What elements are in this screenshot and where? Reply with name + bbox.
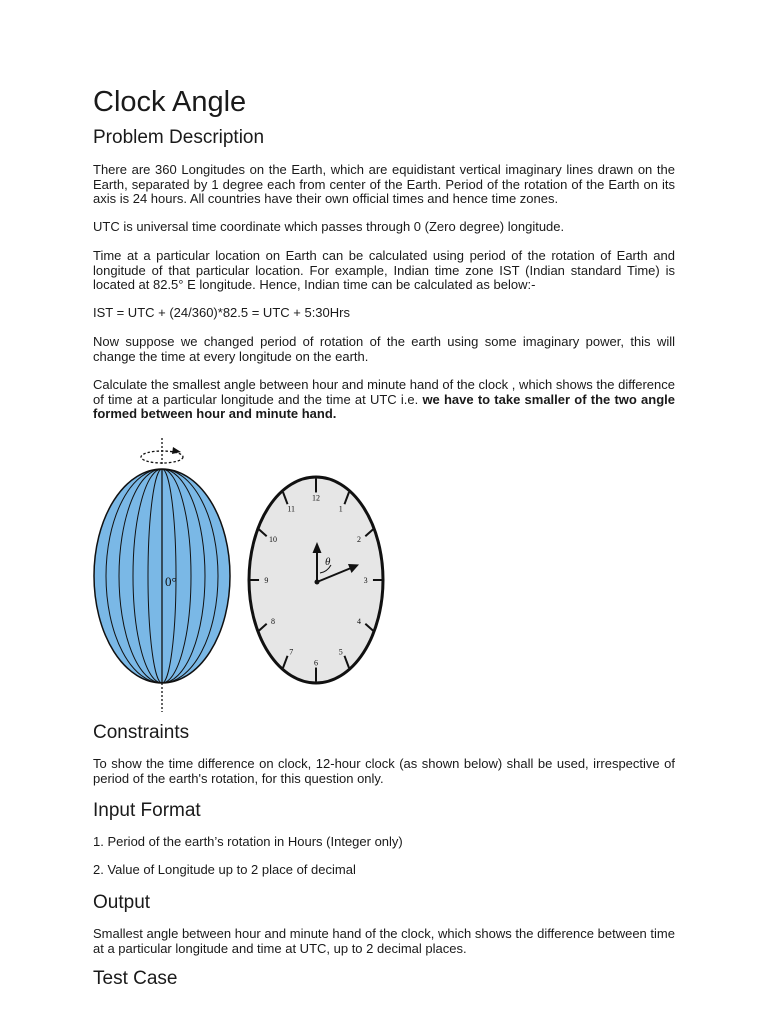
clock-numeral: 4 bbox=[356, 617, 361, 627]
clock-illustration bbox=[249, 477, 383, 683]
paragraph-task bbox=[93, 378, 675, 422]
clock-numeral: 2 bbox=[356, 534, 361, 544]
clock-numeral: 1 bbox=[338, 504, 343, 514]
clock-numeral: 6 bbox=[314, 658, 318, 668]
paragraph-output: Smallest angle between hour and minute hand of the clock, which shows the difference between time at a particular longitude and time at UTC, up to 2 decimal places. bbox=[93, 926, 675, 956]
heading-input-format: Input Format bbox=[93, 800, 201, 821]
theta-label: θ bbox=[325, 556, 331, 568]
paragraph-ist-formula: IST = UTC + (24/360)*82.5 = UTC + 5:30Hrs bbox=[93, 305, 350, 320]
heading-constraints: Constraints bbox=[93, 722, 190, 743]
heading-test-case: Test Case bbox=[93, 968, 178, 989]
rotation-arrowhead-icon bbox=[172, 447, 181, 454]
heading-problem-description: Problem Description bbox=[93, 127, 265, 148]
task-text: Calculate the smallest angle between hour and minute hand of the clock , which shows the difference of time at a particular longitude and the time at UTC i.e. bbox=[93, 377, 675, 407]
paragraph-constraints: To show the time difference on clock, 12-hour clock (as shown below) shall be used, irrespective of period of the earth's rotation, for this question only. bbox=[93, 756, 675, 786]
clock-numeral: 5 bbox=[338, 647, 343, 657]
clock-numeral: 3 bbox=[363, 576, 368, 585]
heading-output: Output bbox=[93, 892, 151, 913]
prime-meridian-label: 0° bbox=[165, 574, 177, 589]
input-format-item-1: 1. Period of the earth’s rotation in Hours (Integer only) bbox=[93, 834, 403, 849]
clock-numeral: 9 bbox=[264, 576, 269, 585]
globe-illustration bbox=[94, 438, 230, 712]
clock-numeral: 7 bbox=[289, 647, 294, 657]
paragraph-rotation-change: Now suppose we changed period of rotation of the earth using some imaginary power, this will change the time at every longitude on the earth. bbox=[93, 334, 675, 364]
paragraph-utc: UTC is universal time coordinate which passes through 0 (Zero degree) longitude. bbox=[93, 219, 565, 234]
task-emphasis: we have to take smaller of the two angle formed between hour and minute hand. bbox=[93, 391, 675, 421]
paragraph-time-calc: Time at a particular location on Earth can be calculated using period of the rotation of Earth and longitude of that particular location. For example, Indian time zone IST (Indian standard Time) is located at 82.5° E longitude. Hence, Indian time can be calculated as below:- bbox=[93, 248, 675, 292]
globe-and-clock-figure bbox=[93, 436, 393, 714]
page-title: Clock Angle bbox=[93, 86, 247, 118]
clock-numeral: 12 bbox=[312, 493, 320, 503]
clock-numeral: 11 bbox=[287, 504, 296, 514]
input-format-item-2: 2. Value of Longitude up to 2 place of decimal bbox=[93, 862, 356, 877]
paragraph-longitudes: There are 360 Longitudes on the Earth, which are equidistant vertical imaginary lines drawn on the Earth, separated by 1 degree each from center of the Earth. Period of the rotation of the Earth on its axis is 24 hours. All countries have their own official times and hence time zones. bbox=[93, 162, 675, 206]
clock-numeral: 8 bbox=[271, 617, 276, 627]
clock-numeral: 10 bbox=[269, 534, 278, 544]
